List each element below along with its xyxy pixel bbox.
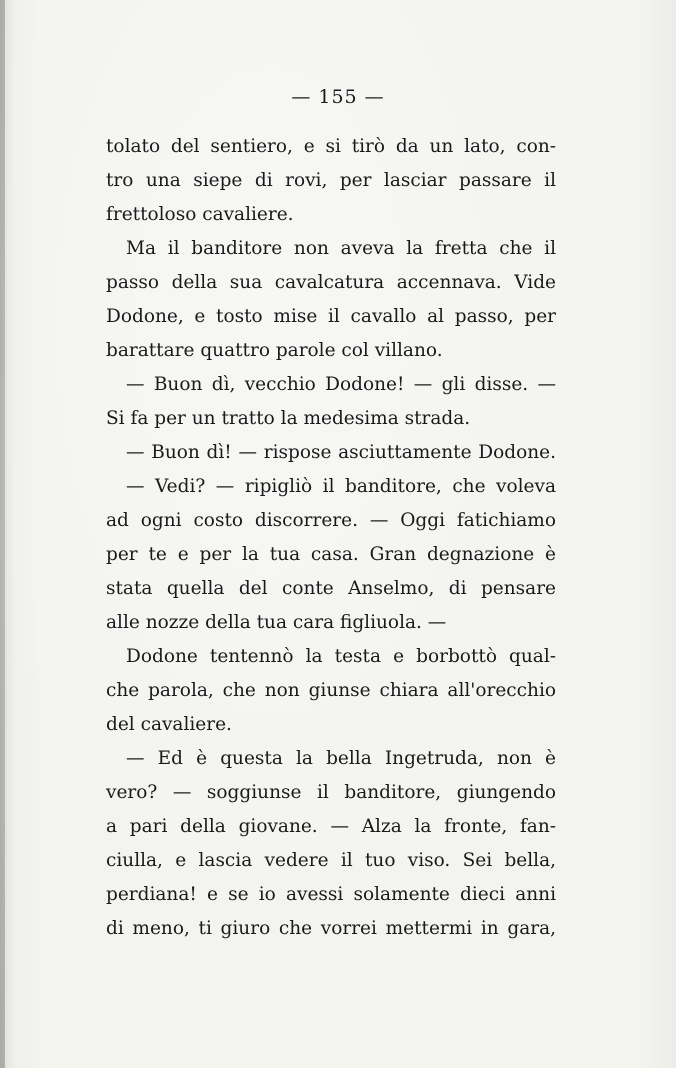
text-line: ad ogni costo discorrere. — Oggi fatichiamo <box>106 510 556 531</box>
text-line: barattare quattro parole col villano. <box>106 340 443 361</box>
text-line: — Buon dì, vecchio Dodone! — gli disse. — <box>126 374 556 395</box>
text-line: del cavaliere. <box>106 714 232 735</box>
text-line: stata quella del conte Anselmo, di pensare <box>106 578 556 599</box>
text-line: perdiana! e se io avessi solamente dieci anni <box>106 884 556 905</box>
page-text-body <box>106 130 556 946</box>
text-line: tro una siepe di rovi, per lasciar passare il <box>106 170 556 191</box>
text-line: — Vedi? — ripigliò il banditore, che voleva <box>126 476 556 497</box>
text-line: alle nozze della tua cara figliuola. — <box>106 612 447 633</box>
text-line: passo della sua cavalcatura accennava. Vide <box>106 272 556 293</box>
text-line: frettoloso cavaliere. <box>106 204 294 225</box>
text-line: Ma il banditore non aveva la fretta che il <box>126 238 556 259</box>
text-line: ciulla, e lascia vedere il tuo viso. Sei bella, <box>106 850 556 871</box>
text-line: Dodone, e tosto mise il cavallo al passo, per <box>106 306 556 327</box>
text-line: di meno, ti giuro che vorrei mettermi in gara, <box>106 918 556 939</box>
text-line: tolato del sentiero, e si tirò da un lato, con- <box>106 136 556 157</box>
text-line: — Ed è questa la bella Ingetruda, non è <box>126 748 556 769</box>
text-line: a pari della giovane. — Alza la fronte, fan- <box>106 816 556 837</box>
text-line: Si fa per un tratto la medesima strada. <box>106 408 471 429</box>
text-line: Dodone tentennò la testa e borbottò qual- <box>126 646 556 667</box>
page-number: — 155 — <box>291 86 385 108</box>
text-line: che parola, che non giunse chiara all'orecchio <box>106 680 556 701</box>
text-line: per te e per la tua casa. Gran degnazione è <box>106 544 556 565</box>
text-line: — Buon dì! — rispose asciuttamente Dodone. <box>126 442 556 463</box>
text-line: vero? — soggiunse il banditore, giungendo <box>106 782 556 803</box>
page-binding-edge <box>0 0 5 1068</box>
